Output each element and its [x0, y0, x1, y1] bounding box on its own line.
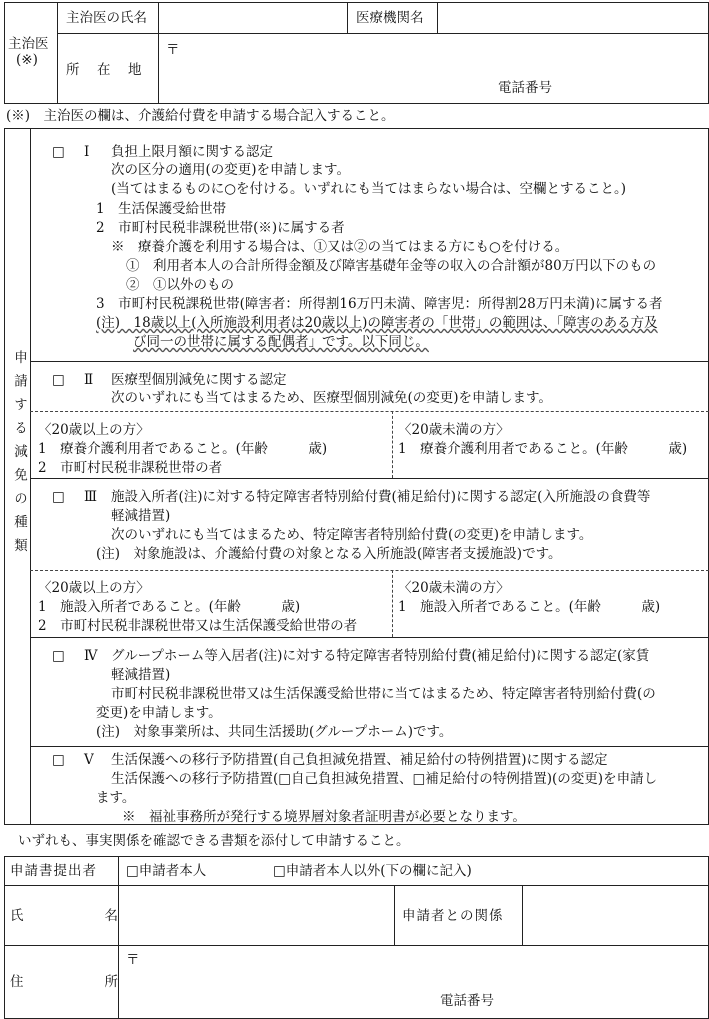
section1-note: び同一の世帯に属する配偶者」です。以下同じ。 — [133, 334, 429, 350]
doctor-label-note: (※) — [16, 52, 38, 68]
section3-left-item: 2 市町村民税非課税世帯又は生活保護受給世帯の者 — [38, 618, 358, 634]
section4-title: グループホーム等入居者(注)に対する特定障害者特別給付費(補足給付)に関する認定(家賃 — [111, 648, 650, 664]
submitter-label: 申請書提出者 — [10, 863, 97, 879]
section2-left-head: 〈20歳以上の方〉 — [38, 422, 150, 438]
section5-title: 生活保護への移行予防措置(自己負担減免措置、補足給付の特例措置)に関する認定 — [111, 752, 608, 768]
section5-checkbox[interactable]: □ — [52, 752, 65, 768]
section2-right-head: 〈20歳未満の方〉 — [398, 422, 510, 438]
section2-line: 次のいずれにも当てはまるため、医療型個別減免(の変更)を申請します。 — [111, 390, 552, 406]
section2-right-item: 1 療養介護利用者であること。(年齢 歳) — [398, 441, 688, 457]
section1-line: 3 市町村民税課税世帯(障害者：所得割16万円未満、障害児：所得割28万円未満)に属する者 — [96, 296, 663, 312]
doctor-name-label: 主治医の氏名 — [66, 10, 147, 26]
relation-label: 申請者との関係 — [402, 908, 504, 924]
section2-left-item: 1 療養介護利用者であること。(年齢 歳) — [38, 441, 328, 457]
section1-line: ① 利用者本人の合計所得金額及び障害基礎年金等の収入の合計額が80万円以下のもの — [126, 258, 657, 274]
section1-checkbox[interactable]: □ — [52, 144, 65, 160]
submitter-phone-label: 電話番号 — [440, 993, 494, 1009]
section4-note: (注) 対象事業所は、共同生活援助(グループホーム)です。 — [96, 724, 453, 740]
institution-label: 医療機関名 — [356, 10, 424, 26]
section3-left-item: 1 施設入所者であること。(年齢 歳) — [38, 599, 301, 615]
section1-line: ② ①以外のもの — [126, 277, 234, 293]
doctor-phone-label: 電話番号 — [498, 80, 552, 96]
submitter-self-option[interactable]: □申請者本人 — [126, 863, 207, 879]
doctor-label: 主治医 — [8, 36, 49, 52]
section4-checkbox[interactable]: □ — [52, 648, 65, 664]
section1-title: 負担上限月額に関する認定 — [111, 144, 273, 160]
postal-mark: 〒 — [126, 952, 140, 968]
section1-line: (当てはまるものに○を付ける。いずれにも当てはまらない場合は、空欄とすること。) — [111, 181, 627, 197]
section3-note: (注) 対象施設は、介護給付費の対象となる入所施設(障害者支援施設)です。 — [96, 546, 562, 562]
address-label: 住 所 — [10, 974, 118, 990]
doctor-name-field[interactable] — [160, 4, 345, 31]
doctor-address-field[interactable] — [160, 35, 708, 102]
relation-field[interactable] — [524, 887, 707, 943]
section3-title: 施設入所者(注)に対する特定障害者特別給付費(補足給付)に関する認定(入所施設の食費等 — [111, 489, 651, 505]
section4-title: 軽減措置) — [111, 667, 171, 683]
postal-mark: 〒 — [166, 42, 180, 58]
section1-line: 1 生活保護受給世帯 — [96, 201, 227, 217]
section1-line: 次の区分の適用(の変更)を申請します。 — [111, 162, 350, 178]
address-field[interactable] — [120, 947, 707, 1017]
section1-line: ※ 療養介護を利用する場合は、①又は②の当てはまる方にも○を付ける。 — [111, 239, 569, 255]
section2-checkbox[interactable]: □ — [52, 372, 65, 388]
section1-numeral: Ⅰ — [84, 144, 90, 160]
doctor-address-label: 所 在 地 — [66, 62, 144, 78]
section5-line: ます。 — [96, 790, 136, 806]
section5-note: ※ 福祉事務所が発行する境界層対象者証明書が必要となります。 — [122, 809, 526, 825]
section3-numeral: Ⅲ — [84, 489, 98, 505]
section4-line: 市町村民税非課税世帯又は生活保護受給世帯に当てはまるため、特定障害者特別給付費(の — [111, 686, 656, 702]
section3-checkbox[interactable]: □ — [52, 489, 65, 505]
section5-line: 生活保護への移行予防措置(□自己負担減免措置、□補足給付の特例措置)(の変更)を申請し — [111, 771, 658, 787]
institution-field[interactable] — [439, 4, 707, 31]
section2-title: 医療型個別減免に関する認定 — [111, 372, 287, 388]
section3-right-item: 1 施設入所者であること。(年齢 歳) — [398, 599, 661, 615]
section5-numeral: Ⅴ — [84, 752, 94, 768]
section3-line: 次のいずれにも当てはまるため、特定障害者特別給付費(の変更)を申請します。 — [111, 527, 593, 543]
name-label: 氏 名 — [10, 908, 118, 924]
section3-left-head: 〈20歳以上の方〉 — [38, 580, 150, 596]
doctor-note: (※) 主治医の欄は、介護給付費を申請する場合記入すること。 — [6, 108, 395, 124]
side-label: 申請する減免の種類 — [11, 350, 27, 562]
section4-numeral: Ⅳ — [84, 648, 98, 664]
section2-numeral: Ⅱ — [84, 372, 94, 388]
section4-line: 変更)を申請します。 — [96, 705, 222, 721]
section1-line: 2 市町村民税非課税世帯(※)に属する者 — [96, 220, 345, 236]
section3-right-head: 〈20歳未満の方〉 — [398, 580, 510, 596]
section3-title: 軽減措置) — [111, 508, 171, 524]
name-field[interactable] — [120, 887, 392, 943]
section1-note: (注) 18歳以上(入所施設利用者は20歳以上)の障害者の「世帯」の範囲は、「障害のある方及 — [96, 315, 658, 331]
submitter-other-option[interactable]: □申請者本人以外(下の欄に記入) — [273, 863, 472, 879]
section2-left-item: 2 市町村民税非課税世帯の者 — [38, 460, 223, 476]
attach-note: いずれも、事実関係を確認できる書類を添付して申請すること。 — [18, 833, 410, 849]
